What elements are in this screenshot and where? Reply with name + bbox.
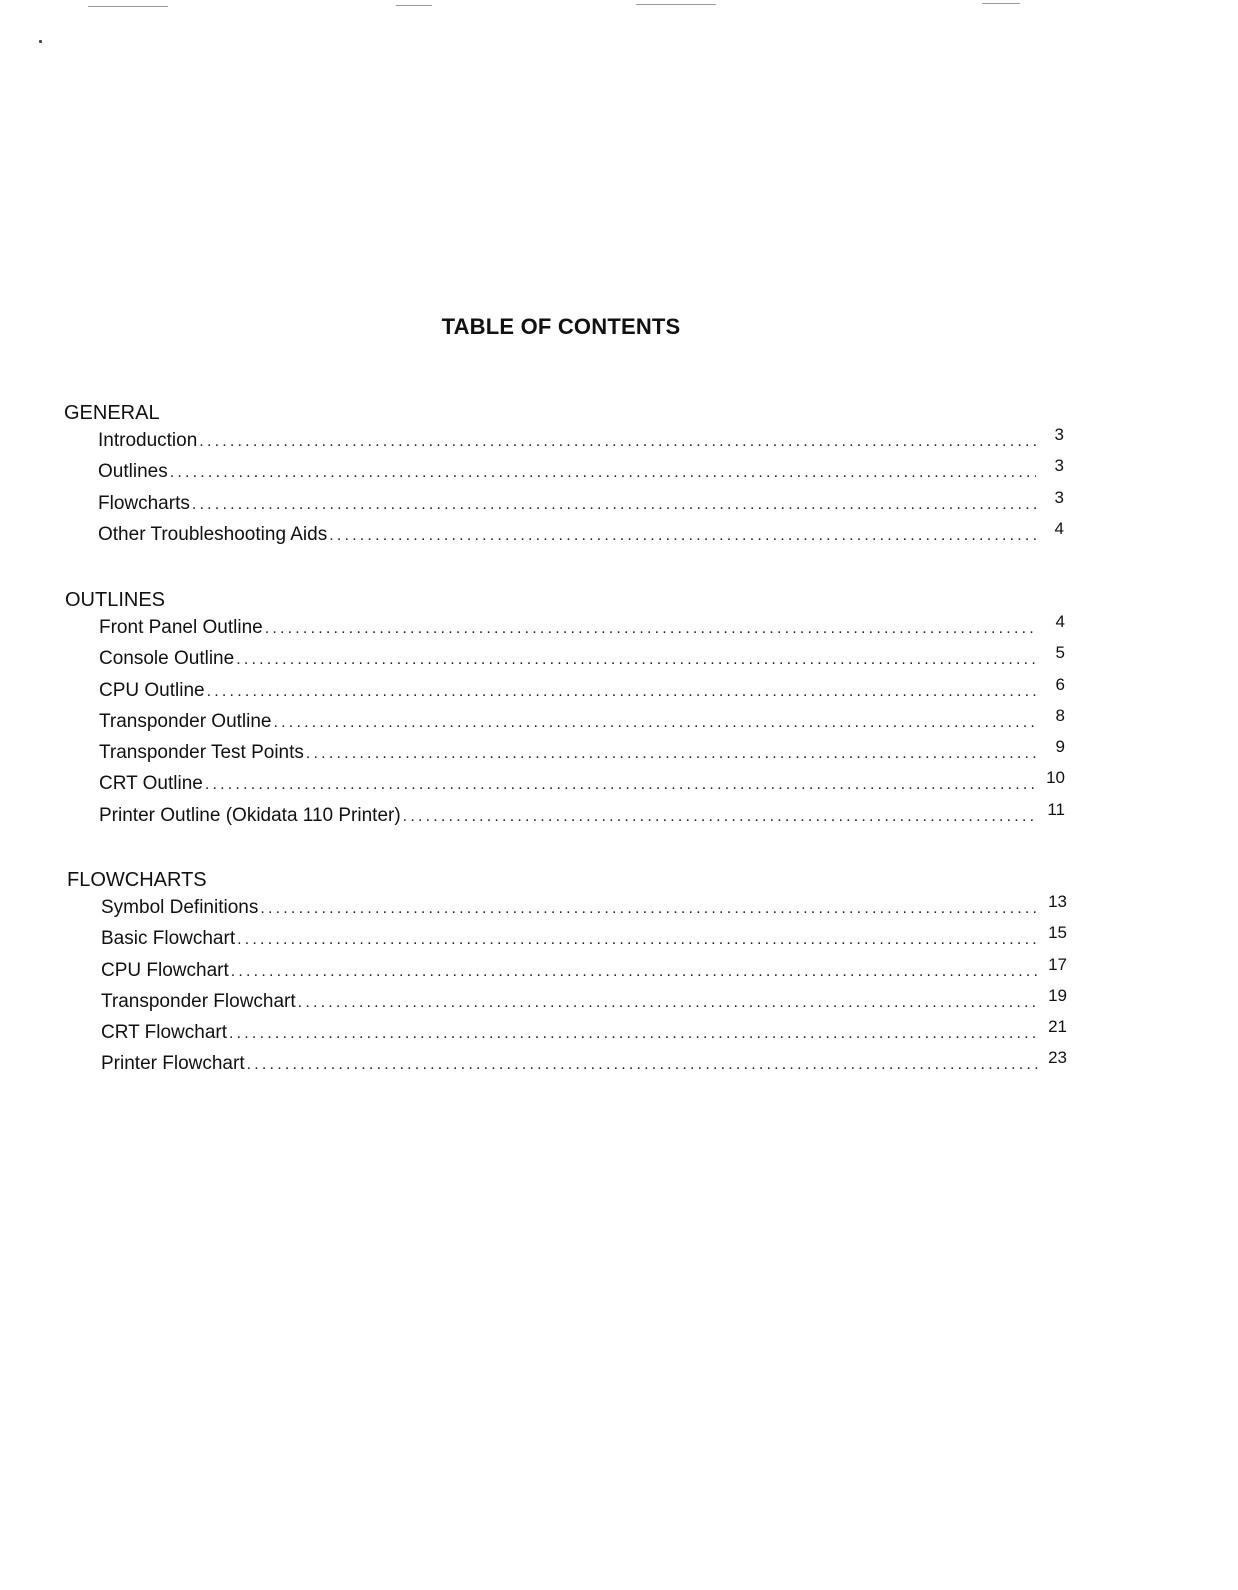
- entry-title: Other Troubleshooting Aids: [98, 523, 328, 545]
- entry-page-number: 8: [1055, 705, 1065, 725]
- section-heading: GENERAL: [64, 402, 160, 424]
- toc-entry-list: [67, 892, 1067, 1085]
- toc-entry[interactable]: [99, 674, 1065, 711]
- dot-leader: [170, 464, 1036, 482]
- toc-section-flowcharts: [67, 867, 1067, 1085]
- entry-page-number: 13: [1048, 892, 1067, 911]
- toc-entry-list: [65, 612, 1065, 836]
- dot-leader: [260, 900, 1039, 918]
- entry-title: CPU Flowchart: [101, 959, 229, 981]
- toc-entry[interactable]: [101, 954, 1067, 991]
- entry-page-number: 10: [1046, 768, 1065, 788]
- toc-entry[interactable]: [99, 799, 1065, 836]
- entry-title: CRT Flowchart: [101, 1022, 227, 1044]
- section-heading: OUTLINES: [65, 589, 166, 611]
- scan-artifact: [39, 40, 42, 43]
- dot-leader: [274, 714, 1037, 732]
- entry-title: Basic Flowchart: [101, 928, 236, 950]
- dot-leader: [247, 1056, 1039, 1074]
- dot-leader: [329, 527, 1036, 545]
- dot-leader: [231, 963, 1039, 981]
- entry-title: Outlines: [98, 461, 168, 483]
- scan-artifact: [982, 3, 1020, 4]
- toc-section-outlines: [65, 587, 1065, 836]
- toc-entry[interactable]: [98, 425, 1064, 461]
- entry-page-number: 4: [1055, 612, 1065, 631]
- toc-entry[interactable]: [99, 705, 1065, 742]
- entry-page-number: 6: [1055, 674, 1065, 694]
- dot-leader: [237, 931, 1039, 949]
- toc-entry[interactable]: [101, 892, 1067, 928]
- entry-title: CRT Outline: [99, 773, 203, 795]
- entry-title: Introduction: [98, 430, 198, 451]
- dot-leader: [229, 1025, 1039, 1043]
- dot-leader: [199, 433, 1036, 451]
- entry-page-number: 5: [1055, 643, 1065, 663]
- entry-page-number: 3: [1054, 456, 1064, 476]
- dot-leader: [306, 745, 1037, 763]
- entry-title: Flowcharts: [98, 492, 190, 514]
- toc-entry[interactable]: [99, 612, 1065, 648]
- scan-artifact: [88, 6, 168, 7]
- toc-entry[interactable]: [101, 985, 1067, 1022]
- dot-leader: [207, 683, 1037, 701]
- toc-entry[interactable]: [99, 643, 1065, 679]
- entry-title: Transponder Outline: [99, 710, 272, 732]
- entry-page-number: 3: [1054, 487, 1064, 507]
- entry-page-number: 9: [1055, 737, 1065, 757]
- entry-page-number: 19: [1048, 985, 1067, 1005]
- entry-page-number: 4: [1054, 518, 1064, 538]
- dot-leader: [403, 808, 1037, 826]
- toc-entry[interactable]: [101, 1017, 1067, 1053]
- entry-title: Console Outline: [99, 648, 235, 670]
- entry-page-number: 21: [1048, 1017, 1067, 1037]
- page-title: TABLE OF CONTENTS: [441, 314, 681, 339]
- entry-page-number: 23: [1048, 1048, 1067, 1068]
- dot-leader: [192, 496, 1036, 514]
- entry-title: Transponder Flowchart: [101, 990, 296, 1012]
- toc-entry[interactable]: [98, 487, 1064, 524]
- dot-leader: [265, 620, 1037, 638]
- entry-page-number: 3: [1054, 425, 1064, 444]
- entry-page-number: 11: [1047, 799, 1065, 819]
- scan-artifact: [636, 4, 716, 5]
- toc-entry[interactable]: [99, 737, 1065, 773]
- dot-leader: [205, 776, 1037, 794]
- entry-page-number: 15: [1048, 923, 1067, 943]
- toc-entry[interactable]: [99, 768, 1065, 804]
- toc-entry-list: [64, 425, 1064, 555]
- toc-entry[interactable]: [98, 456, 1064, 492]
- dot-leader: [236, 651, 1037, 669]
- entry-title: Symbol Definitions: [101, 897, 259, 918]
- entry-title: Transponder Test Points: [99, 742, 304, 764]
- dot-leader: [298, 994, 1039, 1012]
- toc-entry[interactable]: [101, 1048, 1067, 1084]
- entry-title: CPU Outline: [99, 679, 205, 701]
- entry-title: Printer Flowchart: [101, 1053, 245, 1075]
- scan-artifact: [396, 5, 432, 6]
- entry-page-number: 17: [1048, 954, 1067, 974]
- toc-section-general: [64, 400, 1064, 555]
- entry-title: Printer Outline (Okidata 110 Printer): [99, 804, 401, 826]
- toc-entry[interactable]: [101, 923, 1067, 959]
- section-heading: FLOWCHARTS: [67, 869, 207, 891]
- toc-entry[interactable]: [98, 518, 1064, 555]
- entry-title: Front Panel Outline: [99, 617, 263, 638]
